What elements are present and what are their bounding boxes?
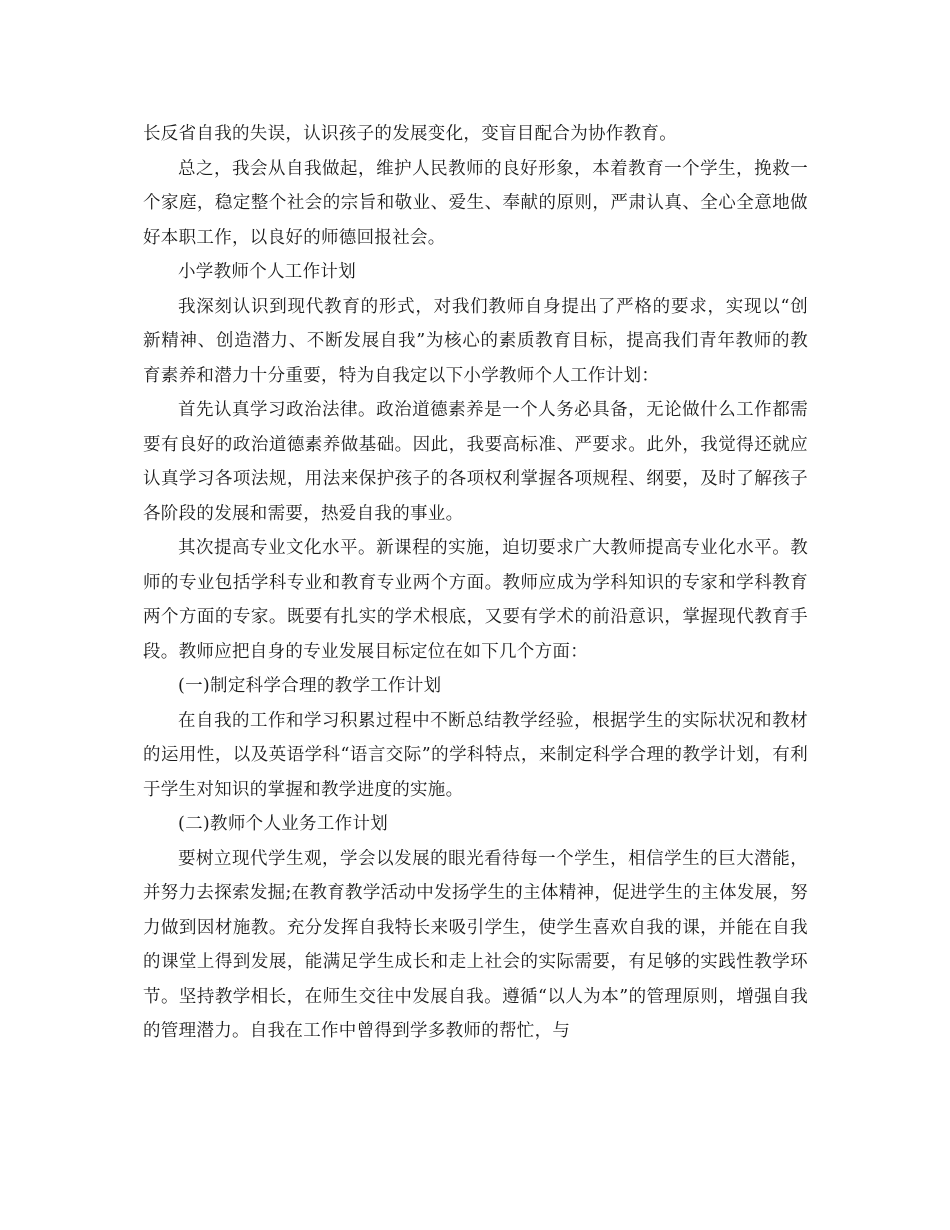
document-body (143, 117, 808, 1049)
paragraph-conclusion: 总之，我会从自我做起，维护人民教师的良好形象，本着教育一个学生，挽救一个家庭，稳定整个社会的宗旨和敬业、爱生、奉献的原则，严肃认真、全心全意地做好本职工作，以良好的师德回报社会。 (143, 158, 808, 248)
paragraph-continuation: 长反省自我的失误，认识孩子的发展变化，变盲目配合为协作教育。 (143, 124, 677, 144)
paragraph-professional: 其次提高专业文化水平。新课程的实施，迫切要求广大教师提高专业化水平。教师的专业包括学科专业和教育专业两个方面。教师应成为学科知识的专家和学科教育两个方面的专家。既要有扎实的学术根底，又要有学术的前沿意识，掌握现代教育手段。教师应把自身的专业发展目标定位在如下几个方面： (143, 538, 808, 662)
paragraph-intro: 我深刻认识到现代教育的形式，对我们教师自身提出了严格的要求，实现以“创新精神、创造潜力、不断发展自我”为核心的素质教育目标，提高我们青年教师的教育素养和潜力十分重要，特为自我定以下小学教师个人工作计划： (143, 296, 808, 386)
subheading-one: (一)制定科学合理的教学工作计划 (178, 676, 442, 696)
paragraph-politics: 首先认真学习政治法律。政治道德素养是一个人务必具备，无论做什么工作都需要有良好的政治道德素养做基础。因此，我要高标准、严要求。此外，我觉得还就应认真学习各项法规，用法来保护孩子的各项权利掌握各项规程、纲要，及时了解孩子各阶段的发展和需要，热爱自我的事业。 (143, 400, 808, 524)
paragraph-students: 要树立现代学生观，学会以发展的眼光看待每一个学生，相信学生的巨大潜能，并努力去探索发掘;在教育教学活动中发扬学生的主体精神，促进学生的主体发展，努力做到因材施教。充分发挥自我特长来吸引学生，使学生喜欢自我的课，并能在自我的课堂上得到发展，能满足学生成长和走上社会的实际需要，有足够的实践性教学环节。坚持教学相长，在师生交往中发展自我。遵循“以人为本”的管理原则，增强自我的管理潜力。自我在工作中曾得到学多教师的帮忙，与 (143, 848, 808, 1041)
paragraph-plan: 在自我的工作和学习积累过程中不断总结教学经验，根据学生的实际状况和教材的运用性，以及英语学科“语言交际”的学科特点，来制定科学合理的教学计划，有利于学生对知识的掌握和教学进度的实施。 (143, 710, 808, 800)
section-heading: 小学教师个人工作计划 (178, 262, 356, 282)
subheading-two: (二)教师个人业务工作计划 (178, 814, 389, 834)
